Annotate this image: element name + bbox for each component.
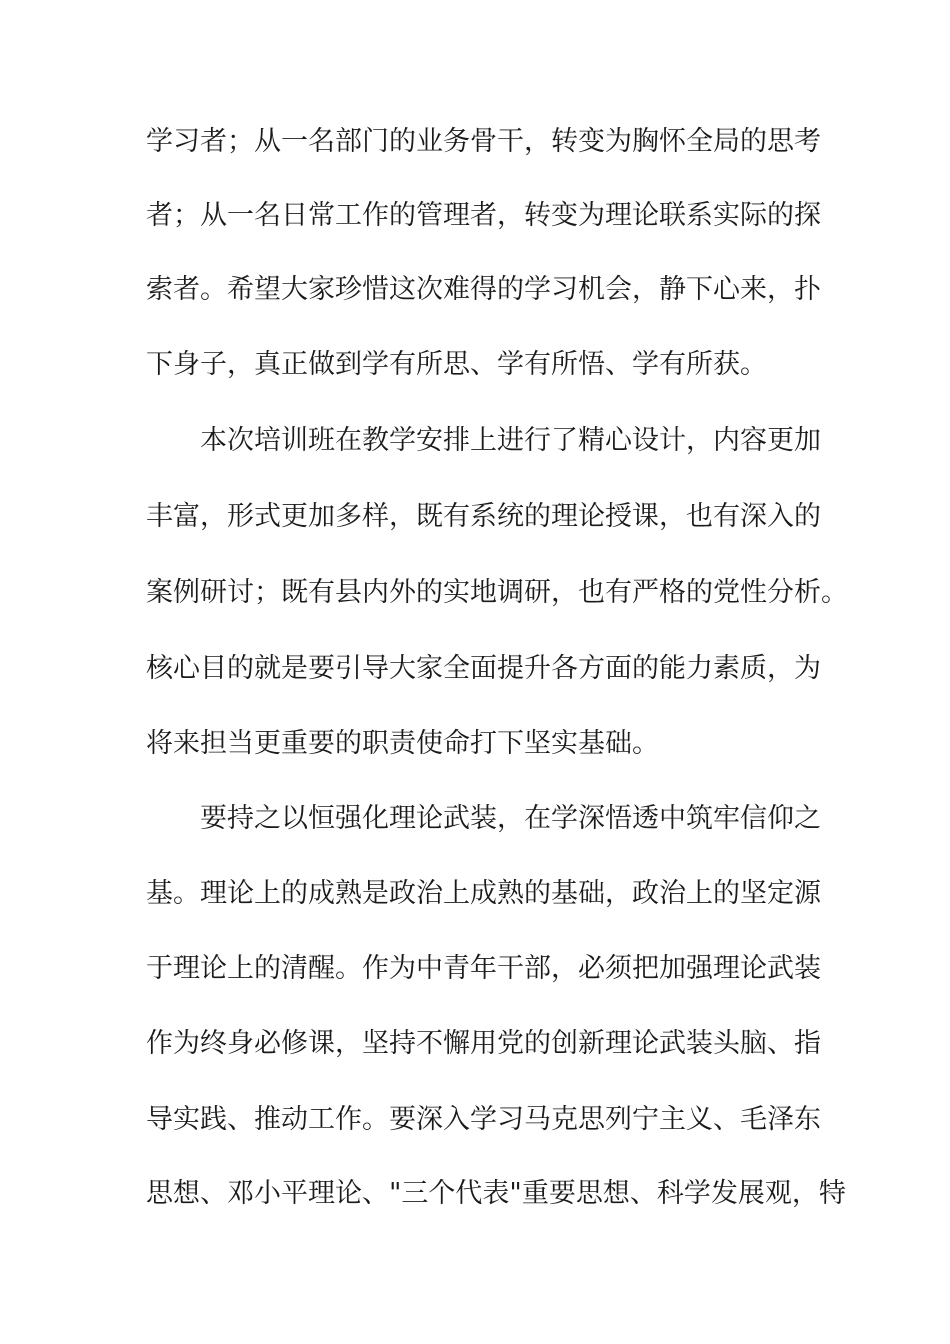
paragraph-line: 案例研讨；既有县内外的实地调研，也有严格的党性分析。 — [146, 577, 848, 608]
paragraph-line: 索者。希望大家珍惜这次难得的学习机会，静下心来，扑 — [146, 274, 821, 305]
paragraph-line: 丰富，形式更加多样，既有系统的理论授课，也有深入的 — [146, 501, 821, 532]
paragraph-line: 核心目的就是要引导大家全面提升各方面的能力素质，为 — [146, 653, 821, 684]
paragraph-line: 学习者；从一名部门的业务骨干，转变为胸怀全局的思考 — [146, 126, 821, 157]
paragraph-line: 者；从一名日常工作的管理者，转变为理论联系实际的探 — [146, 200, 821, 231]
paragraph-line: 本次培训班在教学安排上进行了精心设计，内容更加 — [200, 425, 821, 456]
paragraph-line: 基。理论上的成熟是政治上成熟的基础，政治上的坚定源 — [146, 878, 821, 909]
paragraph-line: 思想、邓小平理论、"三个代表"重要思想、科学发展观，特 — [146, 1178, 846, 1209]
paragraph-line: 作为终身必修课，坚持不懈用党的创新理论武装头脑、指 — [146, 1028, 821, 1059]
paragraph-line: 将来担当更重要的职责使命打下坚实基础。 — [146, 728, 659, 759]
paragraph-line: 下身子，真正做到学有所思、学有所悟、学有所获。 — [146, 349, 767, 380]
paragraph-line: 要持之以恒强化理论武装，在学深悟透中筑牢信仰之 — [200, 803, 821, 834]
paragraph-line: 于理论上的清醒。作为中青年干部，必须把加强理论武装 — [146, 953, 821, 984]
paragraph-line: 导实践、推动工作。要深入学习马克思列宁主义、毛泽东 — [146, 1104, 821, 1135]
